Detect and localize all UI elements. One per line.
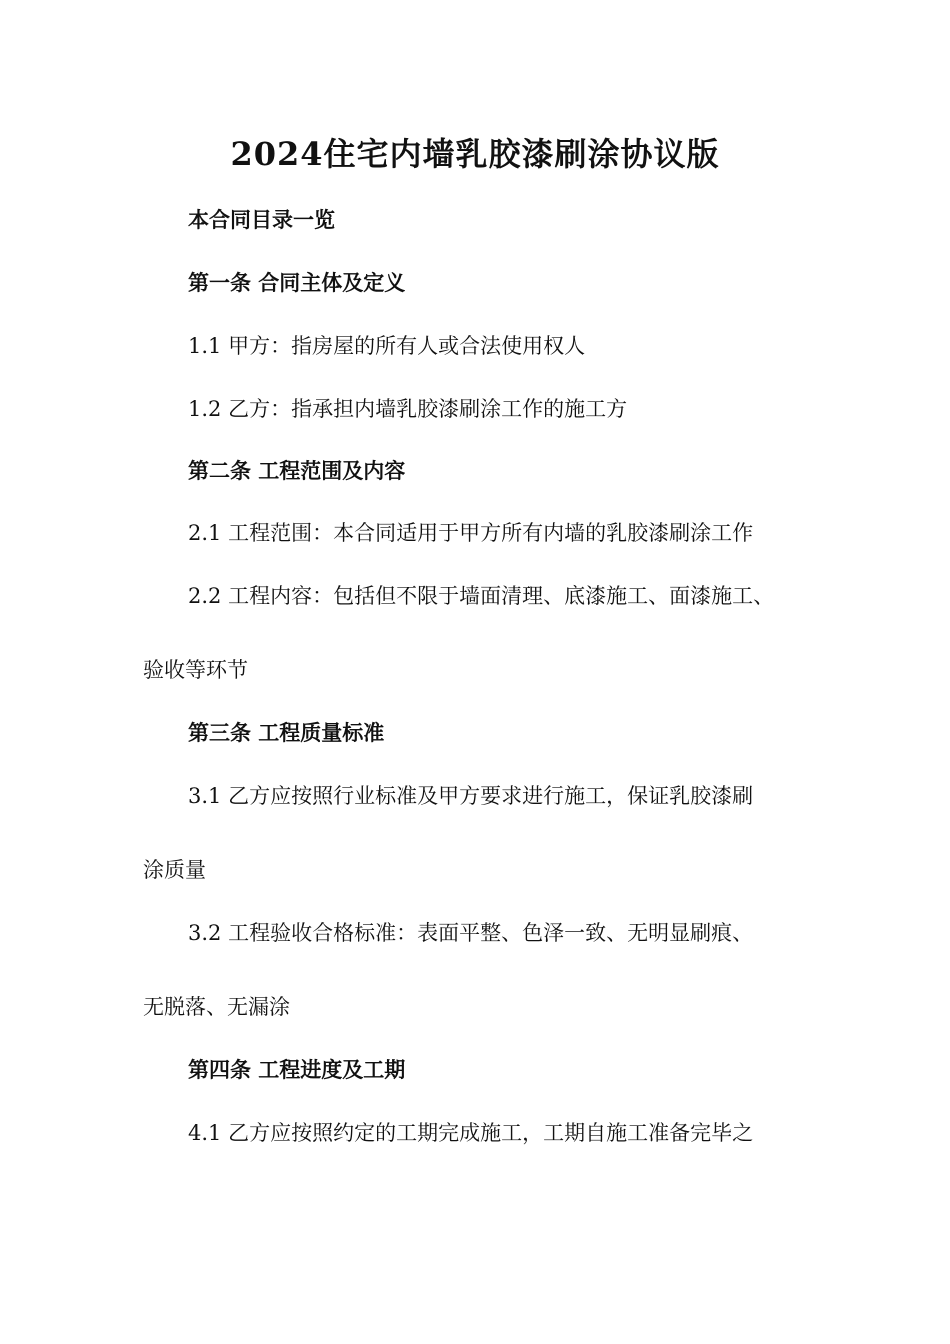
- clause-2-1: 2.1 工程范围：本合同适用于甲方所有内墙的乳胶漆刷涂工作: [188, 521, 754, 545]
- section-4-heading: 第四条 工程进度及工期: [188, 1057, 406, 1082]
- clause-2-2-continuation: 验收等环节: [143, 658, 248, 682]
- clause-2-2: 2.2 工程内容：包括但不限于墙面清理、底漆施工、面漆施工、: [188, 584, 775, 608]
- clause-1-1: 1.1 甲方：指房屋的所有人或合法使用权人: [188, 334, 586, 358]
- clause-3-1: 3.1 乙方应按照行业标准及甲方要求进行施工，保证乳胶漆刷: [188, 784, 754, 808]
- toc-heading: 本合同目录一览: [188, 207, 335, 232]
- section-3-heading: 第三条 工程质量标准: [188, 720, 385, 745]
- clause-3-1-continuation: 涂质量: [143, 858, 206, 882]
- clause-3-2-continuation: 无脱落、无漏涂: [143, 995, 290, 1019]
- section-2-heading: 第二条 工程范围及内容: [188, 458, 406, 483]
- document-title: 2024住宅内墙乳胶漆刷涂协议版: [230, 135, 720, 173]
- clause-4-1: 4.1 乙方应按照约定的工期完成施工，工期自施工准备完毕之: [188, 1121, 754, 1145]
- section-1-heading: 第一条 合同主体及定义: [188, 270, 406, 295]
- clause-3-2: 3.2 工程验收合格标准：表面平整、色泽一致、无明显刷痕、: [188, 921, 754, 945]
- clause-1-2: 1.2 乙方：指承担内墙乳胶漆刷涂工作的施工方: [188, 397, 628, 421]
